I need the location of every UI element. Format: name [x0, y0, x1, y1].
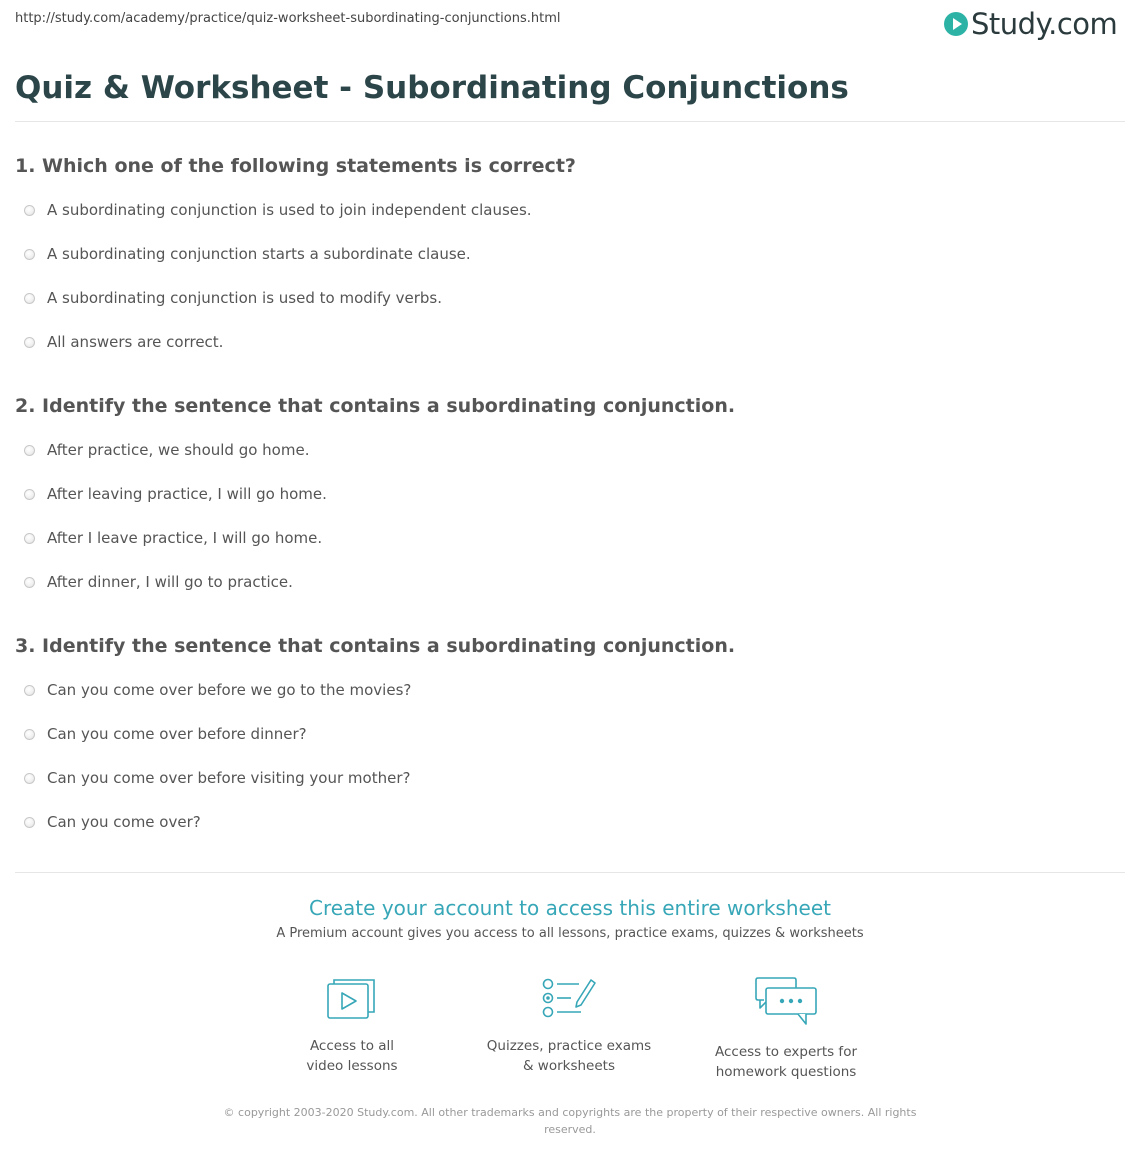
feature-label: Access to experts for homework questions [714, 1044, 857, 1080]
radio-button[interactable] [24, 249, 35, 260]
q1-option-1[interactable] [24, 200, 532, 220]
option-text: A subordinating conjunction is used to modify verbs. [47, 289, 442, 307]
question-3: 3. Identify the sentence that contains a subordinating conjunction. [15, 635, 736, 657]
radio-button[interactable] [24, 293, 35, 304]
radio-button[interactable] [24, 685, 35, 696]
radio-button[interactable] [24, 729, 35, 740]
option-text: After leaving practice, I will go home. [47, 485, 327, 503]
question-1: 1. Which one of the following statements is correct? [15, 155, 576, 177]
radio-button[interactable] [24, 577, 35, 588]
option-text: All answers are correct. [47, 333, 224, 351]
q1-option-4[interactable] [24, 332, 223, 352]
feature-label: Quizzes, practice exams & worksheets [486, 1038, 652, 1074]
copyright-notice: © copyright 2003-2020 Study.com. All other trademarks and copyrights are the property of their respective owners. All rights reserved. [223, 1106, 917, 1136]
option-text: Can you come over before we go to the movies? [47, 681, 412, 699]
quiz-checklist-icon [541, 976, 597, 1022]
q3-option-2[interactable] [24, 724, 307, 744]
chat-bubbles-icon [754, 976, 818, 1028]
radio-button[interactable] [24, 337, 35, 348]
option-text: A subordinating conjunction is used to join independent clauses. [47, 201, 532, 219]
question-2: 2. Identify the sentence that contains a subordinating conjunction. [15, 395, 736, 417]
video-lessons-icon [326, 976, 378, 1022]
feature-label: Access to all video lessons [306, 1038, 398, 1074]
radio-button[interactable] [24, 773, 35, 784]
q1-option-2[interactable] [24, 244, 471, 264]
study-logo[interactable] [944, 6, 1117, 42]
option-text: Can you come over before dinner? [47, 725, 307, 743]
q2-option-3[interactable] [24, 528, 322, 548]
q2-option-1[interactable] [24, 440, 309, 460]
radio-button[interactable] [24, 205, 35, 216]
q2-option-4[interactable] [24, 572, 293, 592]
q2-option-2[interactable] [24, 484, 327, 504]
option-text: After practice, we should go home. [47, 441, 310, 459]
option-text: Can you come over before visiting your mother? [47, 769, 411, 787]
option-text: After I leave practice, I will go home. [47, 529, 323, 547]
page-title: Quiz & Worksheet - Subordinating Conjunctions [15, 70, 849, 106]
option-text: A subordinating conjunction starts a subordinate clause. [47, 245, 471, 263]
option-text: After dinner, I will go to practice. [47, 573, 293, 591]
radio-button[interactable] [24, 817, 35, 828]
cta-divider [15, 872, 1125, 873]
feature-experts [686, 976, 886, 1082]
page-url: http://study.com/academy/practice/quiz-worksheet-subordinating-conjunctions.html [15, 11, 561, 26]
q3-option-4[interactable] [24, 812, 201, 832]
option-text: Can you come over? [47, 813, 201, 831]
q3-option-1[interactable] [24, 680, 411, 700]
logo-text: Study.com [971, 7, 1118, 41]
radio-button[interactable] [24, 533, 35, 544]
play-circle-icon [944, 12, 968, 36]
create-account-link[interactable]: Create your account to access this entire worksheet [309, 896, 831, 920]
feature-quizzes [469, 976, 669, 1076]
radio-button[interactable] [24, 489, 35, 500]
cta-subtitle: A Premium account gives you access to all lessons, practice exams, quizzes & worksheets [276, 926, 864, 941]
q1-option-3[interactable] [24, 288, 442, 308]
title-divider [15, 121, 1125, 122]
radio-button[interactable] [24, 445, 35, 456]
feature-video-lessons [252, 976, 452, 1076]
q3-option-3[interactable] [24, 768, 410, 788]
